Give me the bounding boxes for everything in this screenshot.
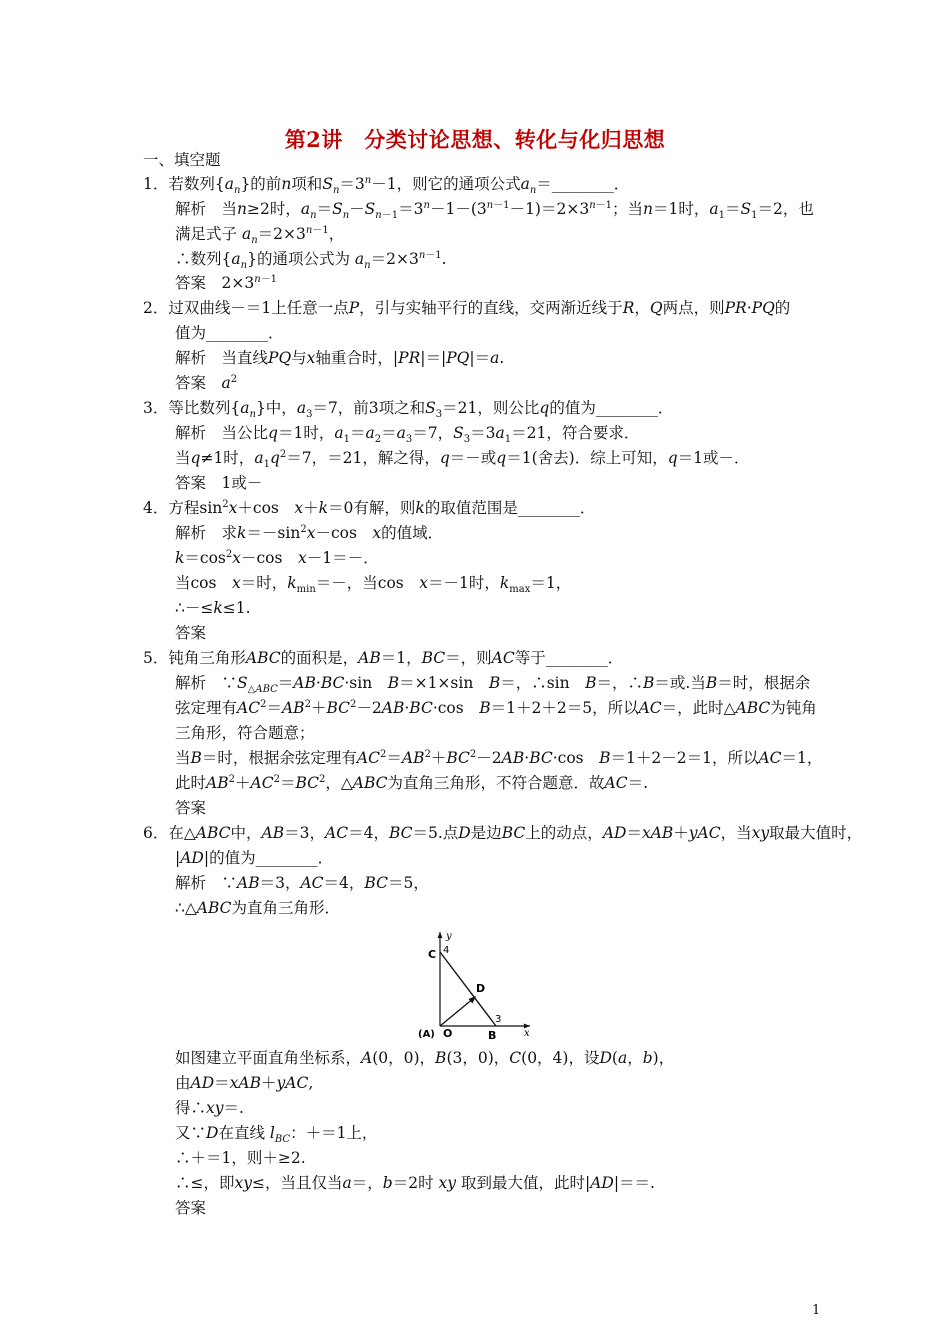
q4-solution-line-2: $k=\cos^2x-\cos$ x－1＝－． xyxy=(175,548,379,567)
page-number: 1 xyxy=(812,1303,821,1318)
q1-solution-line-2: 满足式子 $a_n=2\times 3^{n-1}$， xyxy=(175,224,345,247)
q4-solution-line-3: 当cos x＝时，$k_{min}=-$，当cos x＝－1时，$k_{max}=1$， xyxy=(175,574,572,596)
page-title: 第2讲 分类讨论思想、转化与化归思想 xyxy=(284,127,666,152)
question-5: 5．钝角三角形ABC的面积是，AB＝1，BC＝，则AC等于________． xyxy=(143,649,624,667)
q6-solution-line-8: ∴≤，即xy≤，当且仅当a＝，b＝2时 xy 取到最大值，此时|AD|＝＝. xyxy=(175,1174,655,1192)
q3-answer: 答案 1或－ xyxy=(175,474,263,492)
q2-solution: 解析 当直线PQ与x轴重合时，|PR|＝|PQ|＝a. xyxy=(175,349,505,367)
question-2: 2．过双曲线－＝1上任意一点P，引与实轴平行的直线，交两渐近线于R，Q两点，则PR·PQ的 xyxy=(143,299,791,317)
question-1: 1．若数列$\{a_n\}$的前n项和$S_n=3^n-1$，则它的通项公式$a_n=\_\_\_\_\_\_\_\_$． xyxy=(143,174,630,197)
q6-solution-line-6: 又∵D在直线 $l_{BC}$：＋＝1上， xyxy=(175,1124,378,1146)
q3-solution-line-2: 当q≠1时，$a_1q^2=7$，＝21，解之得，q＝－或q＝1(舍去)．综上可知，q＝1或－． xyxy=(175,448,750,471)
q6-solution-line-4: 由AD＝xAB＋yAC, xyxy=(175,1074,314,1092)
q5-solution-line-1: 解析 $\because S_{\triangle ABC}=AB\cdot BC\cdot\sin$ B＝×1×sin B＝，∴sin B＝，∴B＝或.当B＝时，根据余 xyxy=(175,674,811,696)
q1-solution-line-1: 解析 当n≥2时，$a_n=S_n-S_{n-1}=3^n-1-(3^{n-1}-1)=2\times 3^{n-1}$；当n＝1时，$a_1=S_1=2$，也 xyxy=(175,199,814,222)
question-3: 3．等比数列$\{a_n\}$中，$a_3=7$，前3项之和$S_3=21$，则公比q的值为________． xyxy=(143,399,674,421)
q5-solution-line-3: 三角形，符合题意； xyxy=(175,724,315,742)
q5-solution-line-2: 弦定理有$AC^2=AB^2+BC^2-2AB\cdot BC\cdot\cos$ B＝1＋2＋2＝5，所以AC＝，此时△ABC为钝角 xyxy=(175,698,817,717)
segment-cb xyxy=(440,952,496,1026)
vector-ad xyxy=(440,998,474,1026)
point-b-label: B xyxy=(488,1029,497,1042)
tick-4-label: 4 xyxy=(443,945,450,956)
q1-solution-line-3: ∴数列$\{a_n\}$的通项公式为 $a_n=2\times 3^{n-1}$. xyxy=(175,249,447,272)
y-axis-arrow xyxy=(438,932,443,938)
point-d-label: D xyxy=(476,982,486,995)
q6-solution-line-3: 如图建立平面直角坐标系，A(0，0)，B(3，0)，C(0，4)，设D(a，b)， xyxy=(175,1049,675,1067)
q6-solution-line-7: ∴＋＝1，则＋≥2. xyxy=(175,1149,306,1167)
q6-solution-line-2: ∴△ABC为直角三角形． xyxy=(175,899,341,917)
point-c-label: C xyxy=(428,948,437,961)
q6-solution-line-1: 解析 ∵AB＝3，AC＝4，BC＝5， xyxy=(175,874,429,892)
question-6-line-2: |AD|的值为________． xyxy=(175,849,334,867)
origin-label: O xyxy=(443,1027,453,1040)
q5-solution-line-4: 当B＝时，根据余弦定理有$AC^2=AB^2+BC^2-2AB\cdot BC\cdot\cos$ B＝1＋2－2＝1，所以AC＝1， xyxy=(175,748,823,767)
q4-solution-line-1: 解析 求$k=-\sin^2x-\cos$ x的值域． xyxy=(175,523,444,542)
q6-solution-line-5: 得∴xy＝. xyxy=(175,1099,244,1117)
q4-answer: 答案 xyxy=(175,624,207,642)
q5-solution-line-5: 此时$AB^2+AC^2=BC^2$，△ABC为直角三角形，不符合题意．故AC＝. xyxy=(175,773,649,792)
q6-answer: 答案 xyxy=(175,1199,207,1217)
question-4: 4．方程$\sin^2x+\cos$ x＋k＝0有解，则k的取值范围是________． xyxy=(143,498,596,517)
section-heading: 一、填空题 xyxy=(143,151,221,169)
q1-answer: 答案 $2\times 3^{n-1}$ xyxy=(175,273,278,292)
coordinate-figure xyxy=(418,926,538,1044)
x-axis-label: x xyxy=(524,1028,530,1039)
tick-3-label: 3 xyxy=(495,1014,502,1025)
q2-answer: 答案 $a^2$ xyxy=(175,373,238,392)
point-a-label: (A) xyxy=(418,1029,435,1040)
q3-solution-line-1: 解析 当公比q＝1时，$a_1=a_2=a_3=7$，$S_3=3a_1=21$，符合要求． xyxy=(175,424,640,446)
q5-answer: 答案 xyxy=(175,799,207,817)
question-6: 6．在△ABC中，AB＝3，AC＝4，BC＝5.点D是边BC上的动点，AD＝xAB＋yAC，当xy取最大值时， xyxy=(143,824,863,842)
y-axis-label: y xyxy=(446,931,452,942)
q4-solution-line-4: ∴－≤k≤1. xyxy=(175,599,251,617)
question-2-line-2: 值为________． xyxy=(175,324,284,342)
